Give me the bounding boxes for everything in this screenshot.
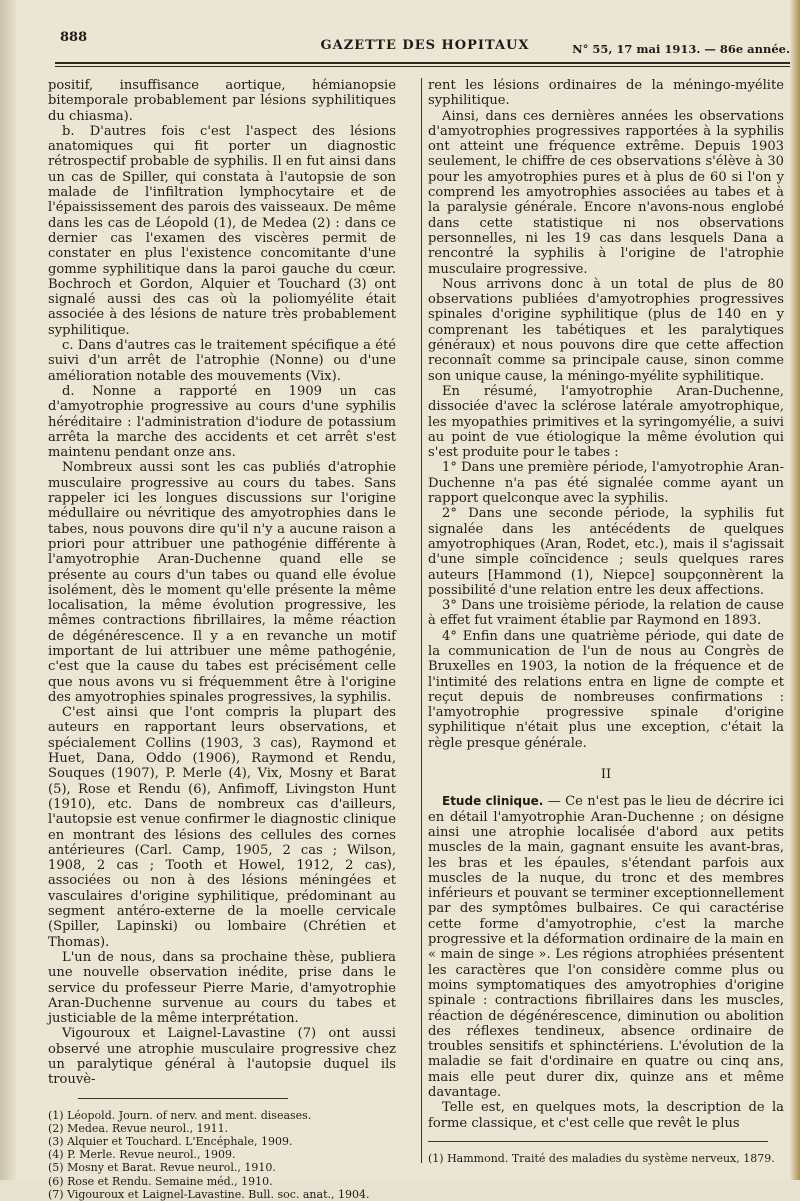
- header-rule-thick: [55, 62, 790, 64]
- list-item: 4° Enfin dans une quatrième période, qui date de la communication de l'un de nous au Congrès de Bruxelles en 1903, la notion de la fréquence et de l'intimité des relations entra en ligne de compte et reçut depuis de nombreuses confirmations : l'amyotrophie progressive spinale d'origine syphilitique n'était plus une exception, c'était la règle presque générale.: [428, 628, 784, 751]
- footnote: (5) Mosny et Barat. Revue neurol., 1910.: [48, 1161, 276, 1175]
- footnote: (3) Alquier et Touchard. L'Encéphale, 1909.: [48, 1135, 293, 1148]
- footnote-rule: [428, 1141, 768, 1142]
- paragraph: Vigouroux et Laignel-Lavastine (7) ont aussi observé une atrophie musculaire progressive chez un paralytique général à l'autopsie duquel ils trouvè-: [48, 1026, 396, 1088]
- page-header: [60, 30, 790, 56]
- footnote: (6) Rose et Rendu. Semaine méd., 1910.: [48, 1174, 273, 1188]
- footnotes: [48, 1109, 396, 1201]
- footnote: (7) Vigouroux et Laignel-Lavastine. Bull. soc. anat., 1904.: [48, 1187, 370, 1201]
- footnotes: [428, 1152, 784, 1165]
- journal-title: GAZETTE DES HOPITAUX: [320, 38, 530, 53]
- paragraph: Ainsi, dans ces dernières années les observations d'amyotrophies progressives rapportées à la syphilis ont atteint une fréquence extrême. Depuis 1903 seulement, le chiffre de ces observations s'élève à 30 pour les amyotrophies pures et à plus de 60 si l'on y comprend les amyotrophies associées au tabes et à la paralysie générale. Encore n'avons-nous englobé dans cette statistique ni nos observations personnelles, ni les 19 cas dans lesquels Dana a rencontré la syphilis à l'origine de l'atrophie musculaire progressive.: [428, 108, 784, 277]
- paragraph: L'un de nous, dans sa prochaine thèse, publiera une nouvelle observation inédite, prise dans le service du professeur Pierre Marie, d'amyotrophie Aran-Duchenne survenue au cours du tabes et justiciable de la même interprétation.: [48, 949, 396, 1027]
- left-column: [48, 78, 396, 1201]
- paragraph: [428, 794, 784, 1100]
- section-lead: Etude clinique.: [442, 794, 544, 809]
- paragraph-text: — Ce n'est pas le lieu de décrire ici en détail l'amyotrophie Aran-Duchenne ; on désigne ainsi une atrophie localisée d'abord aux petits muscles de la main, gagnant ensuite les avant-bras, les bras et les épaules, s'étendant parfois aux muscles de la nuque, du tronc et des membres inférieurs et pouvant se terminer exceptionnellement par des symptômes bulbaires. Ce qui caractérise cette forme d'amyotrophie, c'est la marche progressive et la déformation ordinaire de la main en « main de singe ». Les régions atrophiées présentent les caractères que l'on considère comme plus ou moins symptomatiques des amyotrophies d'origine spinale : contractions fibrillaires dans les muscles, réaction de dégénérescence, diminution ou abolition des réflexes tendineux, absence ordinaire de troubles sensitifs et sphinctériens. L'évolution de la maladie se fait d'ordinaire en quatre ou cinq ans, mais elle peut durer dix, quinze ans et même davantage.: [428, 794, 784, 1100]
- footnote: (4) P. Merle. Revue neurol., 1909.: [48, 1148, 236, 1162]
- column-divider: [421, 78, 422, 1163]
- paragraph: En résumé, l'amyotrophie Aran-Duchenne, dissociée d'avec la sclérose latérale amyotrophique, les myopathies primitives et la syringomyélie, a suivi au point de vue étiologique la même évolution qui s'est produite pour le tabes :: [428, 383, 784, 461]
- paragraph: positif, insuffisance aortique, hémianopsie bitemporale probablement par lésions syphilitiques du chiasma).: [48, 78, 396, 124]
- paragraph: Nous arrivons donc à un total de plus de 80 observations publiées d'amyotrophies progressives spinales d'origine syphilitique (plus de 140 en y comprenant les tabétiques et les paralytiques généraux) et nous pouvons dire que cette affection reconnaît comme sa principale cause, sinon comme son unique cause, la méningo-myélite syphilitique.: [428, 276, 784, 384]
- list-item: 1° Dans une première période, l'amyotrophie Aran-Duchenne n'a pas été signalée comme ayant un rapport quelconque avec la syphilis.: [428, 460, 784, 507]
- paragraph: rent les lésions ordinaires de la méningo-myélite syphilitique.: [428, 78, 784, 109]
- paragraph: C'est ainsi que l'ont compris la plupart des auteurs en rapportant leurs observations, et spécialement Collins (1903, 3 cas), Raymond et Huet, Dana, Oddo (1906), Raymond et Rendu, Souques (1907), P. Merle (4), Vix, Mosny et Barat (5), Rose et Rendu (6), Anfimoff, Livingston Hunt (1910), etc. Dans de nombreux cas d'ailleurs, l'autopsie est venue confirmer le diagnostic clinique en montrant des lésions des cellules des cornes antérieures (Carl. Camp, 1905, 2 cas ; Wilson, 1908, 2 cas ; Tooth et Howel, 1912, 2 cas), associées ou non à des lésions méningées et vasculaires d'origine syphilitique, prédominant au segment antéro-externe de la moelle cervicale (Spiller, Lapinski) ou lombaire (Chrétien et Thomas).: [48, 705, 396, 950]
- right-column: [428, 78, 784, 1165]
- footnote: (1) Hammond. Traité des maladies du système nerveux, 1879.: [428, 1151, 775, 1165]
- footnote-rule: [78, 1098, 288, 1099]
- footnote: (2) Medea. Revue neurol., 1911.: [48, 1121, 229, 1135]
- header-rule-thin: [55, 66, 790, 67]
- page-edge-shadow: [790, 0, 800, 1180]
- list-item: 2° Dans une seconde période, la syphilis fut signalée dans les antécédents de quelques amyotrophiques (Aran, Rodet, etc.), mais il s'agissait d'une simple coïncidence ; seuls quelques rares auteurs [Hammond (1), Niepce] soupçonnèrent la possibilité d'une relation entre les deux affections.: [428, 506, 784, 598]
- issue-info: N° 55, 17 mai 1913. — 86e année.: [572, 42, 790, 56]
- section-number: II: [600, 767, 612, 783]
- paragraph: b. D'autres fois c'est l'aspect des lésions anatomiques qui fit porter un diagnostic rétrospectif probable de syphilis. Il en fut ainsi dans un cas de Spiller, qui constata à l'autopsie de son malade de l'infiltration lymphocytaire et de l'épaississement des parois des vaisseaux. De même dans les cas de Léopold (1), de Medea (2) : dans ce dernier cas l'examen des viscères permit de constater en plus l'existence concomitante d'une gomme syphilitique dans la paroi gauche du cœur. Bochroch et Gordon, Alquier et Touchard (3) ont signalé aussi des cas où la poliomyélite était associée à des lésions de nature très probablement syphilitique.: [48, 123, 396, 338]
- footnote: (1) Léopold. Journ. of nerv. and ment. diseases.: [48, 1108, 312, 1122]
- page-binding-shadow: [0, 0, 16, 1180]
- list-item: 3° Dans une troisième période, la relation de cause à effet fut vraiment établie par Raymond en 1893.: [428, 598, 784, 629]
- paragraph: Nombreux aussi sont les cas publiés d'atrophie musculaire progressive au cours du tabes. Sans rappeler ici les longues discussions sur l'origine médullaire ou névritique des amyotrophies dans le tabes, nous pouvons dire qu'il n'y a aucune raison a priori pour attribuer une pathogénie différente à l'amyotrophie Aran-Duchenne quand elle se présente au cours d'un tabes ou quand elle évolue isolément, dès le moment qu'elle présente la même localisation, la même évolution progressive, les mêmes contractions fibrillaires, la même réaction de dégénérescence. Il y a en revanche un motif important de lui attribuer une même pathogénie, c'est que la cause du tabes est précisément celle que nous avons vu si fréquemment être à l'origine des amyotrophies spinales progressives, la syphilis.: [48, 460, 396, 705]
- paragraph: Telle est, en quelques mots, la description de la forme classique, et c'est celle que revêt le plus: [428, 1100, 784, 1131]
- paragraph: c. Dans d'autres cas le traitement spécifique a été suivi d'un arrêt de l'atrophie (Nonne) ou d'une amélioration notable des mouvements (Vix).: [48, 338, 396, 384]
- paragraph: d. Nonne a rapporté en 1909 un cas d'amyotrophie progressive au cours d'une syphilis héréditaire : l'administration d'iodure de potassium arrêta la marche des accidents et cet arrêt s'est maintenu pendant onze ans.: [48, 383, 396, 461]
- page-number: 888: [60, 30, 88, 45]
